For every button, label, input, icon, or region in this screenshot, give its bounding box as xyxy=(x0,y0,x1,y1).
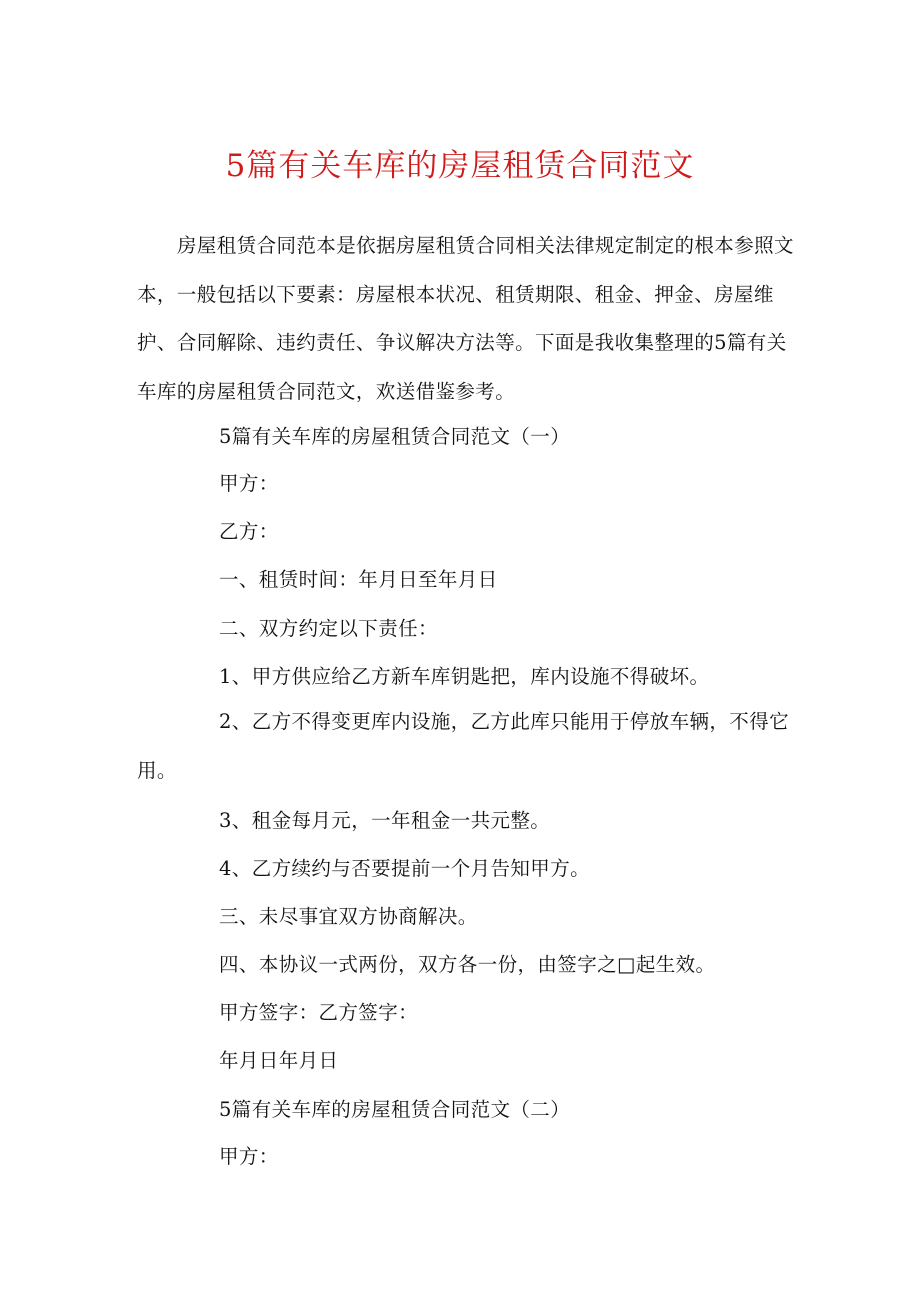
clause-other-matters: 三、未尽事宜双方协商解决。 xyxy=(219,905,478,928)
party-a-label-2: 甲方： xyxy=(219,1145,279,1168)
item-renewal: 4、乙方续约与否要提前一个月告知甲方。 xyxy=(219,857,591,880)
item-rent: 3、租金每月元，一年租金一共元整。 xyxy=(219,809,551,832)
date-line: 年月日年月日 xyxy=(219,1049,339,1072)
clause-responsibilities: 二、双方约定以下责任： xyxy=(219,617,438,640)
section1-heading: 5篇有关车库的房屋租赁合同范文（一） xyxy=(219,425,571,448)
item-usage: 2、乙方不得变更库内设施，乙方此库只能用于停放车辆，不得它用。 xyxy=(137,710,790,782)
signature-line: 甲方签字：乙方签字： xyxy=(219,1001,419,1024)
party-a-label: 甲方： xyxy=(219,472,279,495)
document-title: 5篇有关车库的房屋租赁合同范文 xyxy=(225,148,695,184)
clause-lease-period: 一、租赁时间：年月日至年月日 xyxy=(219,568,498,591)
party-b-label: 乙方： xyxy=(219,520,279,543)
intro-paragraph: 房屋租赁合同范本是依据房屋租赁合同相关法律规定制定的根本参照文本，一般包括以下要素：房屋根本状况、租赁期限、租金、押金、房屋维护、合同解除、违约责任、争议解决方法等。下面是我收集整理的5篇有关车库的房屋租赁合同范文，欢送借鉴参考。 xyxy=(137,234,794,403)
section2-heading: 5篇有关车库的房屋租赁合同范文（二） xyxy=(219,1098,571,1121)
item-keys: 1、甲方供应给乙方新车库钥匙把，库内设施不得破坏。 xyxy=(219,665,710,688)
clause-copies: 四、本协议一式两份，双方各一份，由签字之□起生效。 xyxy=(219,953,716,976)
